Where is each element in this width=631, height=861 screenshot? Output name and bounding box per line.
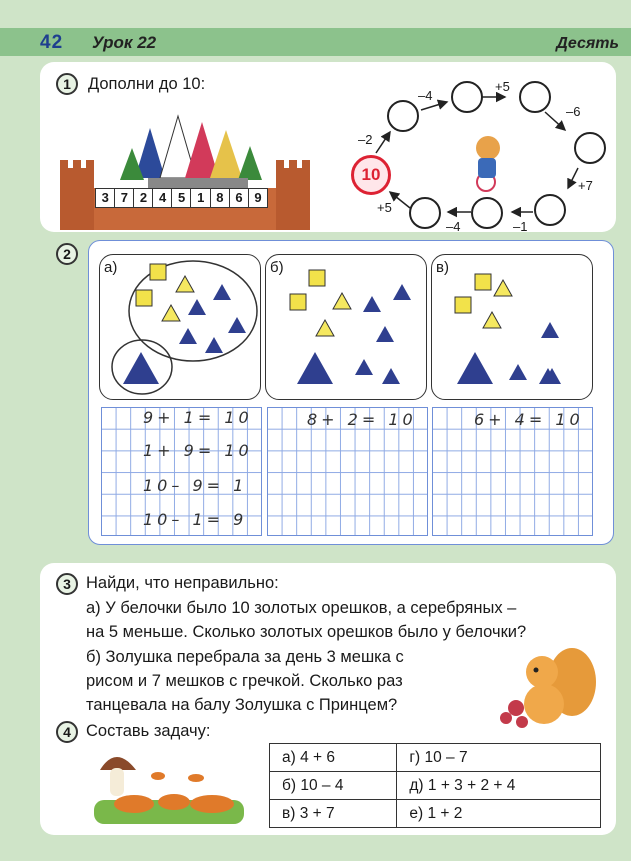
cycle-answer-circle[interactable] bbox=[409, 197, 441, 229]
task-3-b-line: рисом и 7 мешков с гречкой. Сколько раз bbox=[86, 672, 403, 690]
cycle-answer-circle[interactable] bbox=[519, 81, 551, 113]
castle-digit: 9 bbox=[248, 188, 269, 208]
cycle-answer-circle[interactable] bbox=[387, 100, 419, 132]
castle-digit-row bbox=[95, 188, 267, 208]
handwritten-equation: 10– 9= 1 bbox=[143, 476, 248, 495]
mushrooms-illustration bbox=[94, 742, 244, 824]
squirrel-illustration bbox=[492, 642, 602, 734]
cycle-op-label: –1 bbox=[513, 219, 528, 234]
castle-digit: 8 bbox=[210, 188, 231, 208]
cycle-op-label: –4 bbox=[446, 219, 461, 234]
cycle-op-label: –4 bbox=[418, 88, 433, 103]
expression-cell: г) 10 – 7 bbox=[397, 744, 601, 772]
page-number: 42 bbox=[40, 32, 64, 53]
task-3-b-line: танцевала на балу Золушка с Принцем? bbox=[86, 696, 398, 714]
lesson-topic: Десять bbox=[556, 35, 619, 52]
cycle-op-label: –6 bbox=[566, 104, 581, 119]
cycle-answer-circle[interactable] bbox=[574, 132, 606, 164]
task-3-title: Найди, что неправильно: bbox=[86, 574, 279, 592]
expression-cell: в) 3 + 7 bbox=[270, 800, 397, 828]
task-1-text: Дополни до 10: bbox=[88, 75, 206, 93]
cycle-answer-circle[interactable] bbox=[451, 81, 483, 113]
task-3-b-line: б) Золушка перебрала за день 3 мешка с bbox=[86, 648, 404, 666]
castle-illustration bbox=[60, 108, 310, 230]
frame-label-b: б) bbox=[270, 259, 284, 276]
expression-cell: е) 1 + 2 bbox=[397, 800, 601, 828]
expression-cell: б) 10 – 4 bbox=[270, 772, 397, 800]
task-3-number: 3 bbox=[56, 573, 78, 595]
task-4-number: 4 bbox=[56, 721, 78, 743]
castle-digit: 4 bbox=[152, 188, 173, 208]
cycle-start-ten: 10 bbox=[351, 155, 391, 195]
frame-label-a: а) bbox=[104, 259, 118, 276]
cycle-answer-circle[interactable] bbox=[471, 197, 503, 229]
castle-digit: 1 bbox=[190, 188, 211, 208]
task-4-title: Составь задачу: bbox=[86, 722, 211, 740]
shapes-a bbox=[99, 254, 261, 400]
task-3-a-line: на 5 меньше. Сколько золотых орешков было у белочки? bbox=[86, 623, 527, 641]
shapes-c bbox=[431, 254, 593, 400]
cycle-op-label: +7 bbox=[578, 178, 593, 193]
lesson-title: Урок 22 bbox=[92, 33, 157, 52]
expression-cell: а) 4 + 6 bbox=[270, 744, 397, 772]
cycle-op-label: +5 bbox=[495, 79, 510, 94]
castle-digit: 7 bbox=[114, 188, 135, 208]
expressions-table bbox=[269, 743, 601, 828]
handwritten-equation: 8+ 2= 10 bbox=[307, 410, 417, 429]
cycle-op-label: +5 bbox=[377, 200, 392, 215]
handwritten-equation: 6+ 4= 10 bbox=[474, 410, 584, 429]
shapes-b bbox=[265, 254, 427, 400]
castle-digit: 3 bbox=[95, 188, 116, 208]
castle-digit: 6 bbox=[229, 188, 250, 208]
cycle-op-label: –2 bbox=[358, 132, 373, 147]
handwritten-equation: 1+ 9= 10 bbox=[143, 441, 253, 460]
handwritten-equation: 9+ 1= 10 bbox=[143, 408, 253, 427]
handwritten-equation: 10– 1= 9 bbox=[143, 510, 248, 529]
task-2-number: 2 bbox=[56, 243, 78, 265]
expression-cell: д) 1 + 3 + 2 + 4 bbox=[397, 772, 601, 800]
cycle-answer-circle[interactable] bbox=[534, 194, 566, 226]
castle-digit: 2 bbox=[133, 188, 154, 208]
frame-label-c: в) bbox=[436, 259, 449, 276]
castle-digit: 5 bbox=[171, 188, 192, 208]
task-1-number: 1 bbox=[56, 73, 78, 95]
task-3-a-line: а) У белочки было 10 золотых орешков, а серебряных – bbox=[86, 599, 517, 617]
